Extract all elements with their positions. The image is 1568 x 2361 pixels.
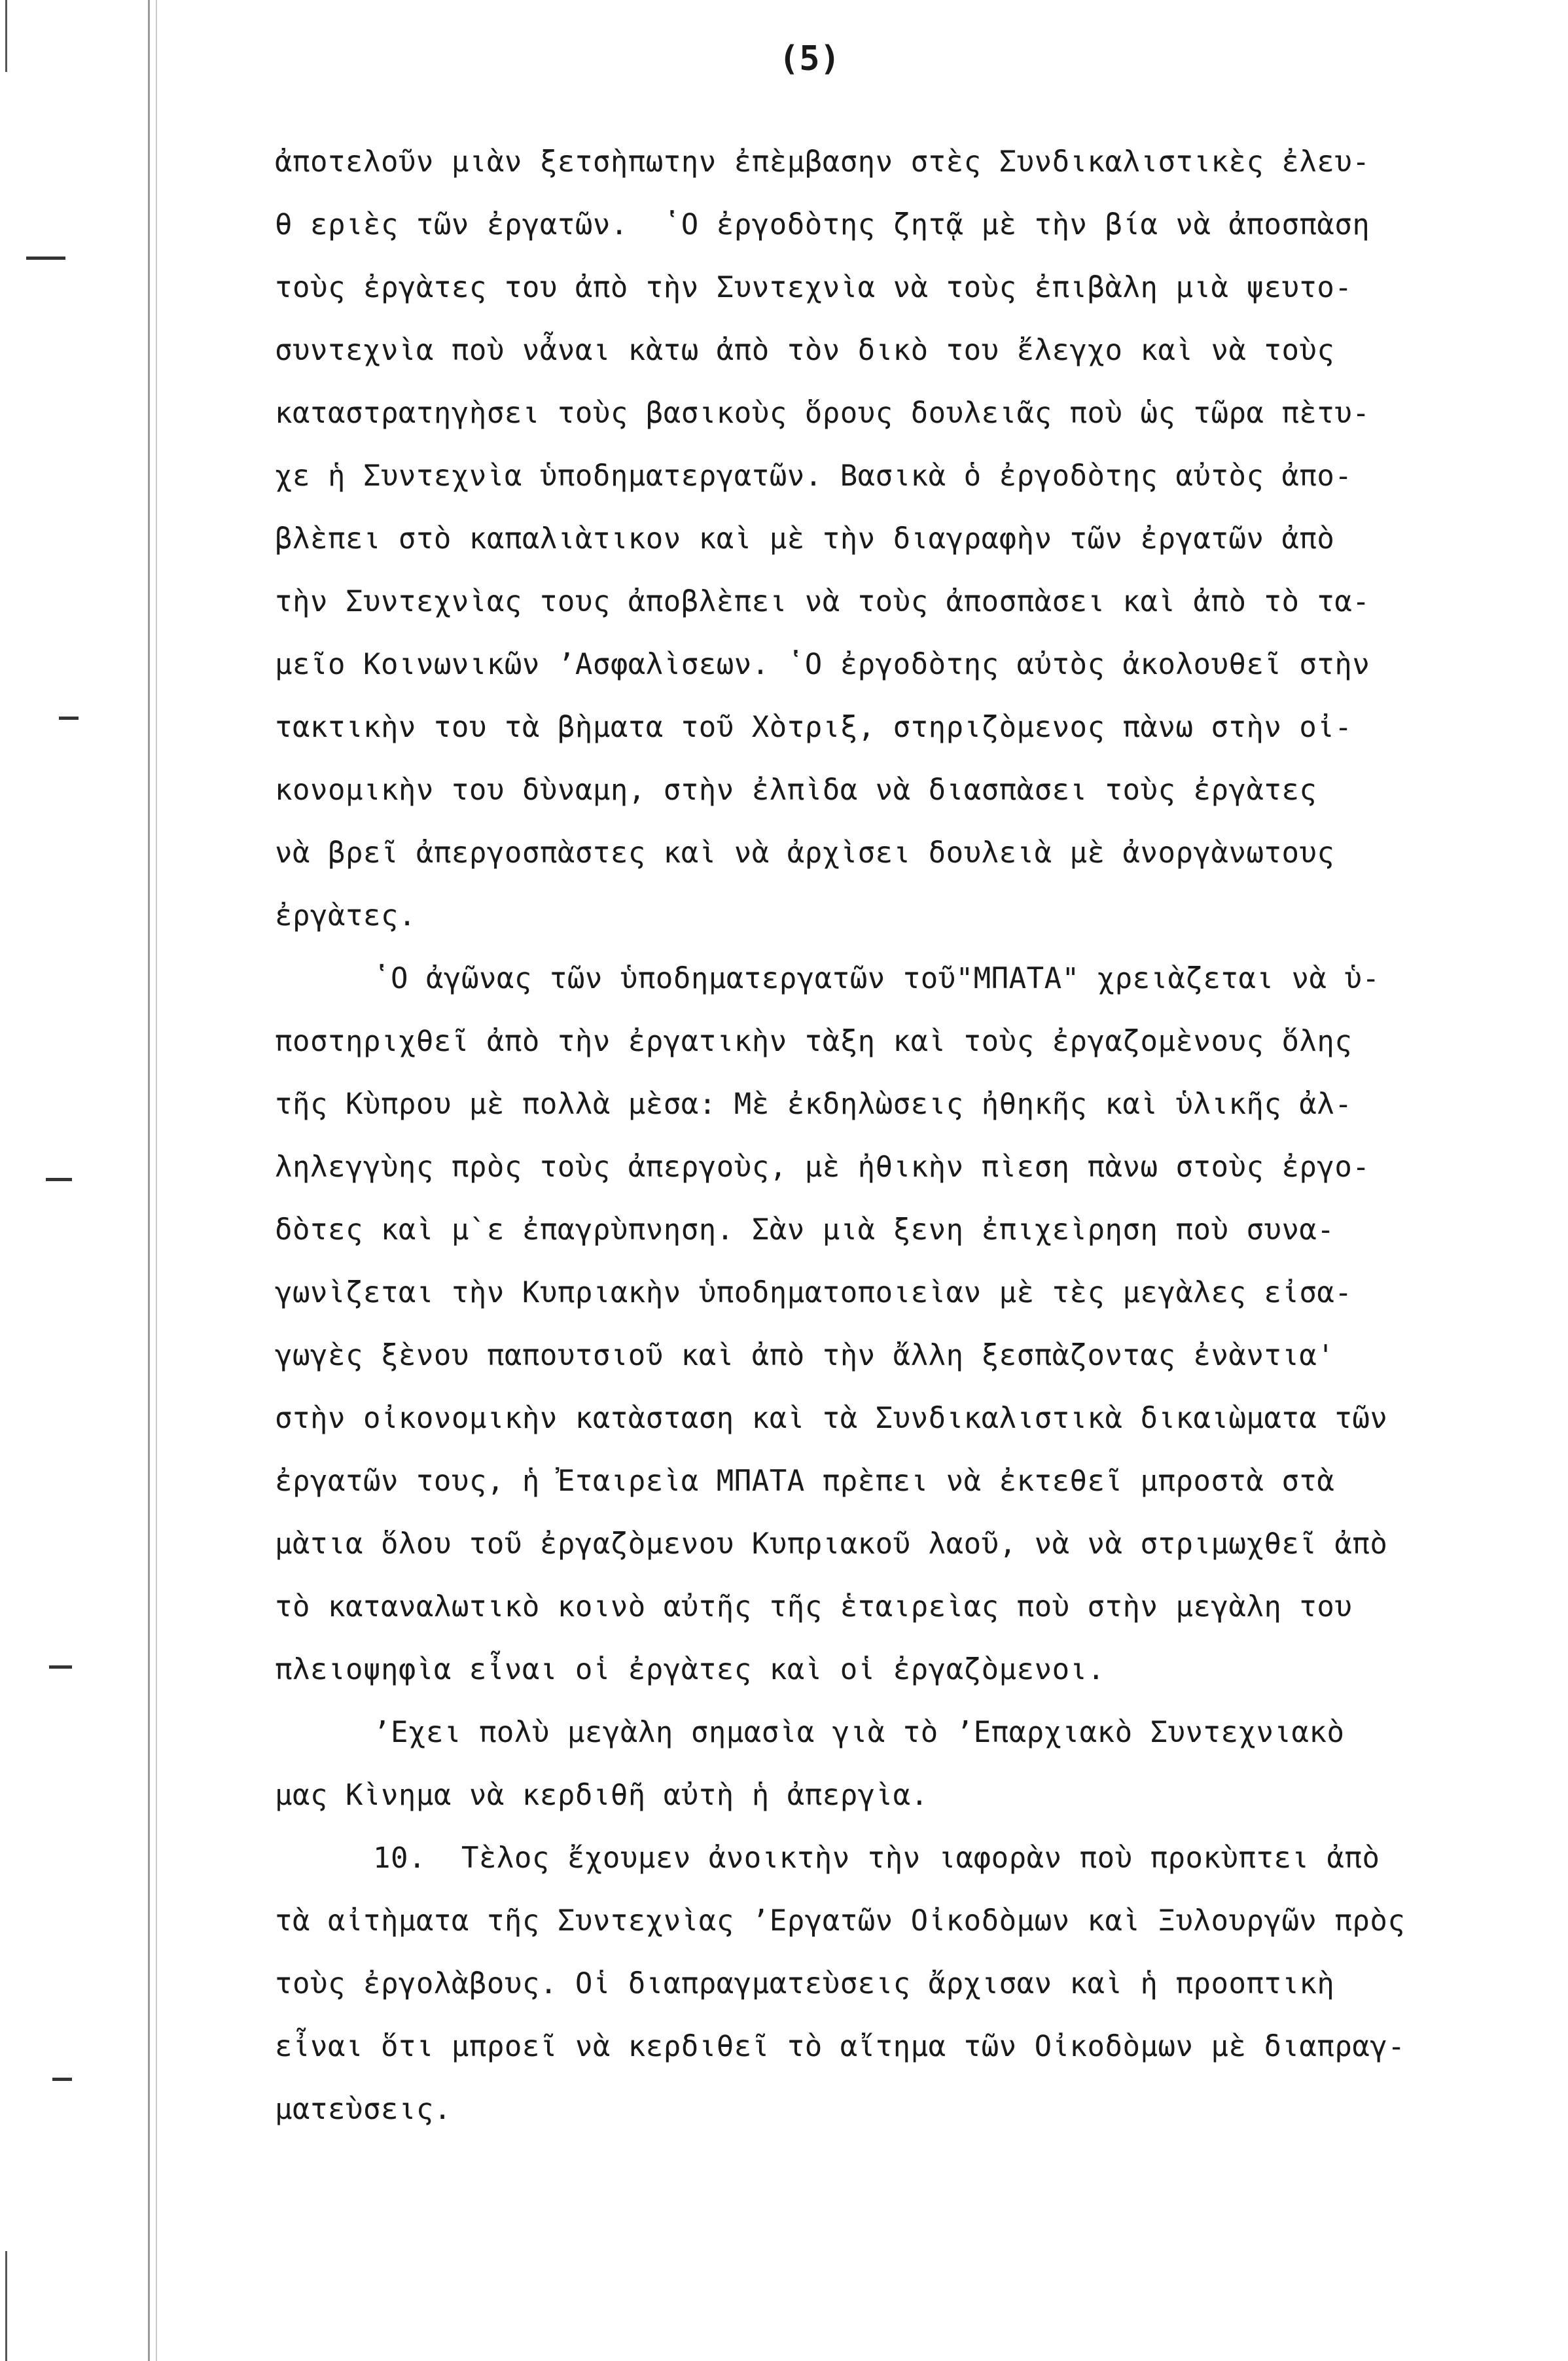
paragraph [275, 948, 1538, 1701]
text-line: εἶναι ὅτι μπροεῖ νὰ κερδιθεῖ τὸ αἴτημα τῶν Οἰκοδὸμων μὲ διαπραγ- [275, 2030, 1406, 2063]
binding-mark [26, 257, 65, 260]
edge-mark [5, 2251, 7, 2361]
text-line: ἀποτελοῦν μιὰν ξετσὴπωτην ἐπὲμβασην στὲς Συνδικαλιστικὲς ἐλευ- [275, 145, 1370, 179]
document-body [275, 131, 1538, 2141]
text-line: τοὺς ἐργὰτες του ἀπὸ τὴν Συντεχνὶα νὰ τοὺς ἐπιβὰλη μιὰ ψευτο- [275, 271, 1353, 304]
text-line: θ εριὲς τῶν ἐργατῶν. ʽΟ ἐργοδὸτης ζητᾷ μὲ τὴν βία νὰ ἀποσπὰση [275, 208, 1370, 241]
text-line: τὰ αἰτὴματα τῆς Συντεχνὶας ʼΕργατῶν Οἰκοδὸμων καὶ Ξυλουργῶν πρὸς [275, 1904, 1406, 1938]
paragraph [275, 1701, 1538, 1827]
text-line: ληλεγγὺης πρὸς τοὺς ἀπεργοὺς, μὲ ἠθικὴν πὶεση πὰνω στοὺς ἐργο- [275, 1150, 1370, 1184]
text-line: πλειοψηφὶα εἶναι οἱ ἐργὰτες καὶ οἱ ἐργαζὸμενοι. [275, 1653, 1105, 1686]
text-line: τὴν Συντεχνὶας τους ἀποβλὲπει νὰ τοὺς ἀποσπὰσει καὶ ἀπὸ τὸ τα- [275, 585, 1370, 618]
text-line: ἐργὰτες. [275, 899, 416, 932]
text-line: γωγὲς ξὲνου παπουτσιοῦ καὶ ἀπὸ τὴν ἄλλη ξεσπὰζοντας ἐνὰντια' [275, 1339, 1335, 1372]
text-line: μὰτια ὅλου τοῦ ἐργαζὸμενου Κυπριακοῦ λαοῦ, νὰ νὰ στριμωχθεῖ ἀπὸ [275, 1527, 1388, 1561]
paragraph [275, 1827, 1538, 2141]
text-line: δὸτες καὶ μ`ε ἐπαγρὺπνηση. Σὰν μιὰ ξενη ἐπιχεὶρηση ποὺ συνα- [275, 1213, 1335, 1247]
text-line: τοὺς ἐργολὰβους. Οἱ διαπραγματεὺσεις ἄρχισαν καὶ ἡ προοπτικὴ [275, 1967, 1335, 2000]
margin-rule [148, 0, 150, 2361]
text-line: βλὲπει στὸ καπαλιὰτικον καὶ μὲ τὴν διαγραφὴν τῶν ἐργατῶν ἀπὸ [275, 522, 1335, 556]
text-line: μεῖο Κοινωνικῶν ʼΑσφαλὶσεων. ʽΟ ἐργοδὸτης αὐτὸς ἀκολουθεῖ στὴν [275, 648, 1370, 681]
text-line: συντεχνὶα ποὺ νἆναι κὰτω ἀπὸ τὸν δικὸ του ἔλεγχο καὶ νὰ τοὺς [275, 334, 1335, 367]
binding-mark [46, 1178, 72, 1181]
text-line: ʽΟ ἀγῶνας τῶν ὑποδηματεργατῶν τοῦ"ΜΠΑΤΑ" χρειὰζεται νὰ ὑ- [373, 962, 1380, 995]
text-line: μας Κὶνημα νὰ κερδιθῆ αὐτὴ ἡ ἀπεργὶα. [275, 1779, 929, 1812]
text-line: ʼΕχει πολὺ μεγὰλη σημασὶα γιὰ τὸ ʼΕπαρχιακὸ Συντεχνιακὸ [373, 1716, 1345, 1749]
text-line: ποστηριχθεῖ ἀπὸ τὴν ἐργατικὴν τὰξη καὶ τοὺς ἐργαζομὲνους ὅλης [275, 1025, 1353, 1058]
text-line: στὴν οἰκονομικὴν κατὰσταση καὶ τὰ Συνδικαλιστικὰ δικαιὼματα τῶν [275, 1402, 1388, 1435]
text-line: τῆς Κὺπρου μὲ πολλὰ μὲσα: Μὲ ἐκδηλὼσεις ἠθηκῆς καὶ ὑλικῆς ἀλ- [275, 1088, 1353, 1121]
text-line: τακτικὴν του τὰ βὴματα τοῦ Χὸτριξ, στηριζὸμενος πὰνω στὴν οἰ- [275, 711, 1353, 744]
text-line: νὰ βρεῖ ἀπεργοσπὰστες καὶ νὰ ἀρχὶσει δουλειὰ μὲ ἀνοργὰνωτους [275, 836, 1335, 870]
text-line: τὸ καταναλωτικὸ κοινὸ αὐτῆς τῆς ἑταιρεὶας ποὺ στὴν μεγὰλη του [275, 1590, 1353, 1624]
text-line: ματεὺσεις. [275, 2093, 452, 2126]
text-line: κονομικὴν του δὺναμη, στὴν ἐλπὶδα νὰ διασπὰσει τοὺς ἐργὰτες [275, 773, 1317, 807]
paragraph [275, 131, 1538, 948]
text-line: ἐργατῶν τους, ἡ Ἐταιρεὶα ΜΠΑΤΑ πρὲπει νὰ ἐκτεθεῖ μπροστὰ στὰ [275, 1465, 1335, 1498]
binding-mark [59, 717, 79, 720]
margin-rule-secondary [156, 0, 157, 2361]
text-line: γωνὶζεται τὴν Κυπριακὴν ὑποδηματοποιεὶαν μὲ τὲς μεγὰλες εἰσα- [275, 1276, 1353, 1309]
binding-mark [49, 1665, 72, 1669]
text-line: χε ἡ Συντεχνὶα ὑποδηματεργατῶν. Βασικὰ ὁ ἐργοδὸτης αὐτὸς ἀπο- [275, 459, 1353, 493]
edge-mark [5, 0, 7, 72]
page-number: (5) [779, 39, 840, 79]
text-line: 10. Τὲλος ἔχουμεν ἀνοικτὴν τὴν ιαφορὰν ποὺ προκὺπτει ἀπὸ [373, 1841, 1380, 1875]
binding-mark [52, 2078, 72, 2081]
text-line: καταστρατηγὴσει τοὺς βασικοὺς ὅρους δουλειᾶς ποὺ ὡς τῶρα πὲτυ- [275, 397, 1370, 430]
